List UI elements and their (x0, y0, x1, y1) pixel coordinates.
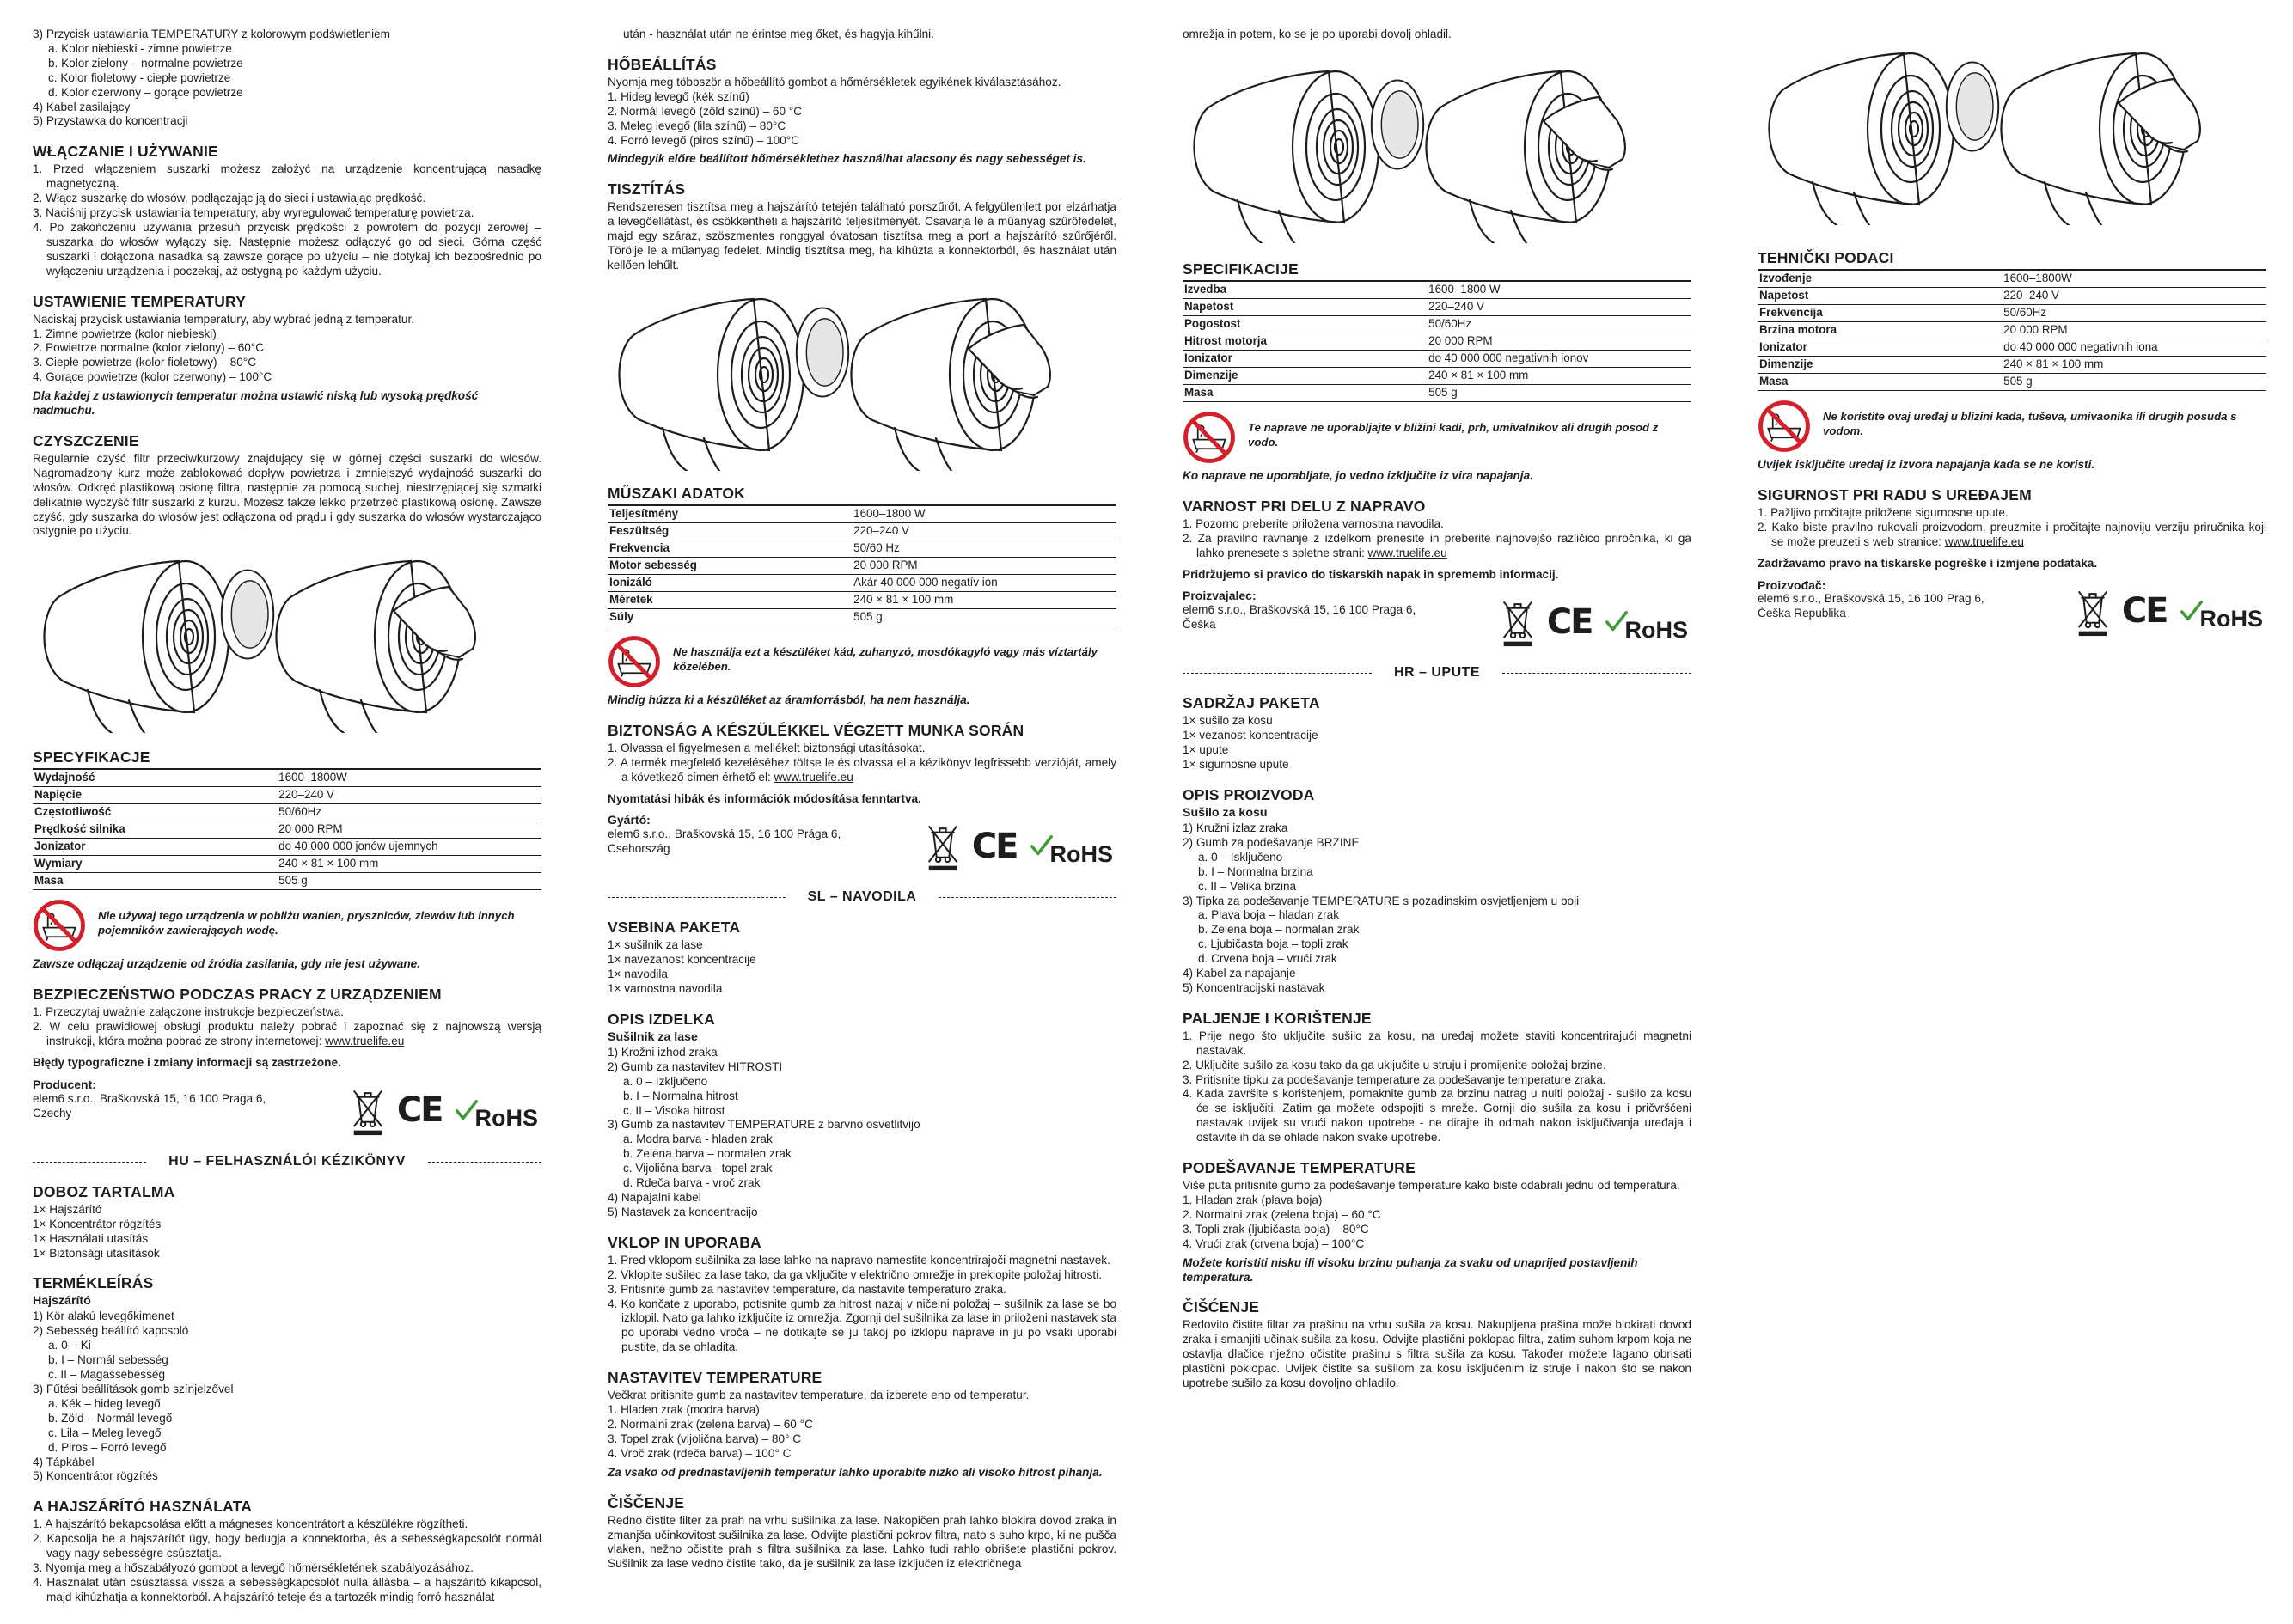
table-row: Ionizáló Akár 40 000 000 negatív ion (608, 574, 1116, 591)
sl-temp-title: NASTAVITEV TEMPERATURE (608, 1369, 822, 1387)
hu-use-step: 2. Kapcsolja be a hajszárítót úgy, hogy bedugja a konnektorba, és a sebességkapcsolót normál vagy nagy sebességre csúsztatja. (33, 1532, 541, 1560)
no-water-bath-icon (1758, 400, 1811, 453)
hr-section-header: HR – UPUTE (1393, 665, 1481, 681)
sl-box-item: 1× navodila (608, 968, 668, 981)
sl-use-step: 1. Pred vklopom sušilnika za lase lahko na napravo namestite koncentrirajoči magnetni nastavek. (608, 1253, 1110, 1267)
sl-temp-note: Za vsako od prednastavljenih temperatur lahko uporabite nizko ali visoko hitrost pihanja. (608, 1465, 1103, 1479)
pl-water-warning (33, 899, 541, 952)
hu-water-warning (608, 635, 1116, 688)
rohs-mark-icon: RoHS (1030, 832, 1114, 861)
hr-desc-item: d. Crvena boja – vrući zrak (1198, 952, 1337, 966)
hu-desc-item: 3) Fűtési beállítások gomb színjelzővel (33, 1382, 234, 1395)
hu-heat-title: HŐBEÁLLÍTÁS (608, 55, 717, 73)
producer-address: elem6 s.r.o., Braškovská 15, 16 100 Prága 6, Csehország (608, 827, 841, 856)
hu-desc-title: TERMÉKLEÍRÁS (33, 1274, 154, 1292)
hr-use-step: 2. Uključite sušilo za kosu tako da ga uključite u struju i promijenite položaj brzine. (1183, 1058, 1606, 1071)
producer-address: elem6 s.r.o., Braškovská 15, 16 100 Praga 6, Češka (1183, 603, 1416, 632)
ce-mark-icon: CE (2121, 591, 2168, 632)
hu-safety-title: BIZTONSÁG A KÉSZÜLÉKKEL VÉGZETT MUNKA SORÁN (608, 721, 1024, 739)
hr-temp-item: 3. Topli zrak (ljubičasta boja) – 80°C (1183, 1222, 1369, 1236)
hr-use-step: 1. Prije nego što uključite sušilo za kosu, na uređaj možete staviti koncentrirajući magnetni nastavak. (1183, 1029, 1691, 1057)
sl-desc-item: 3) Gumb za nastavitev TEMPERATURE z barvno osvetlitvijo (608, 1118, 920, 1132)
hu-box-item: 1× Használati utasítás (33, 1231, 149, 1245)
hu-desc-item: 5) Koncentrátor rögzítés (33, 1469, 158, 1483)
sl-use-title: VKLOP IN UPORABA (608, 1233, 761, 1251)
sl-box-item: 1× navezanost koncentracije (608, 953, 756, 967)
ce-mark-icon: CE (971, 826, 1018, 866)
website-link[interactable]: www.truelife.eu (1367, 546, 1447, 559)
pl-temp-item: 4. Gorące powietrze (kolor czerwony) – 100°C (33, 370, 272, 384)
ce-mark-icon: CE (396, 1090, 443, 1131)
table-row: Izvedba 1600–1800 W (1183, 281, 1691, 299)
hair-dryer-illustration (33, 539, 541, 738)
sl-desc-item: b. I – Normalna hitrost (623, 1089, 738, 1102)
pl-use-step: 1. Przed włączeniem suszarki możesz założyć na urządzenie koncentrującą nasadkę magnetyczną. (33, 162, 541, 191)
pl-intro-item: 4) Kabel zasilający (33, 100, 131, 113)
sl-temp-item: 3. Topel zrak (vijolična barva) – 80° C (608, 1432, 802, 1445)
table-row: Dimenzije 240 × 81 × 100 mm (1758, 357, 2266, 374)
pl-intro-item: a. Kolor niebieski - zimne powietrze (48, 41, 232, 55)
hr-box-item: 1× sigurnosne upute (1183, 758, 1289, 772)
hu-box-title: DOBOZ TARTALMA (33, 1182, 175, 1200)
pl-temp-item: 1. Zimne powietrze (kolor niebieski) (33, 327, 217, 340)
sl-section-header: SL – NAVODILA (807, 889, 917, 905)
hu-desc-item: d. Piros – Forró levegő (48, 1440, 167, 1454)
hr-desc-item: c. Ljubičasta boja – topli zrak (1198, 937, 1348, 951)
hr-safety-item: 2. Kako biste pravilno rukovali proizvodom, preuzmite i pročitajte najnoviju verziju priručnika koji se može preuzeti s web stranice: (1758, 520, 2266, 548)
hr-clean-title: ČIŠĆENJE (1183, 1298, 1260, 1316)
hu-heat-item: 3. Meleg levegő (lila színű) – 80°C (608, 119, 786, 132)
hair-dryer-illustration (1183, 42, 1691, 248)
sl-clean-title: ČIŠČENJE (608, 1493, 685, 1511)
sl-desc-subtitle: Sušilnik za lase (608, 1029, 698, 1044)
hr-desc-item: a. 0 – Isključeno (1198, 850, 1283, 864)
website-link[interactable]: www.truelife.eu (774, 770, 853, 784)
table-row: Frekvencija 50/60Hz (1758, 305, 2266, 322)
hair-dryer-illustration (608, 273, 1116, 476)
hu-clean-text: Rendszeresen tisztítsa meg a hajszárító tetején található porszűrőt. A felgyülemlett por elzárhatja a levegőellátást, és csökkentheti a hajszárító teljesítményét. Csavarja le a műanyag szűrőfedelet, majd egy száraz, szöszmentes ronggyal óvatosan tisztítsa meg a port a hajszárító szűrőjéről. Törölje le a műanyag fedelet. Mindig tisztítsa meg, ha kihúzta a konnektorból, és használat után kellően lehűlt. (608, 200, 1116, 272)
table-row: Prędkość silnika 20 000 RPM (33, 821, 541, 839)
pl-use-title: WŁĄCZANIE I UŻYWANIE (33, 143, 218, 161)
hu-heat-item: 1. Hideg levegő (kék színű) (608, 89, 749, 103)
no-water-bath-icon (1183, 411, 1236, 464)
sl-box-title: VSEBINA PAKETA (608, 919, 741, 937)
sl-box-item: 1× sušilnik za lase (608, 938, 703, 952)
table-row: Masa 505 g (33, 873, 541, 890)
hair-dryer-illustration (1758, 27, 2266, 234)
producer-label: Gyártó: (608, 813, 651, 827)
table-row: Wymiary 240 × 81 × 100 mm (33, 856, 541, 873)
pl-use-step: 3. Naciśnij przycisk ustawiania temperatury, aby wyregulować temperaturę powietrza. (33, 206, 474, 220)
sl-producer-block (1183, 589, 1691, 647)
sl-use-step: 3. Pritisnite gumb za nastavitev temperature, da nastavite temperaturo zraka. (608, 1282, 1006, 1296)
hr-clean-text: Redovito čistite filtar za prašinu na vrhu sušila za kosu. Nakupljena prašina može blokirati dovod zraka i smanjiti učinak sušila za kosu. Odvijte plastični poklopac filtra, zatim suhom krpom koja ne ostavlja dlačice nježno očistite prašinu s filtra sušila za kosu. Također možete lagano obrisati plastični poklopac. Uvijek čistite sa sušilom za kosu isključenim iz struje i nakon što se nakon upotrebe sušilo za kosu dovoljno ohladilo. (1183, 1318, 1691, 1390)
hr-desc-item: 5) Koncentracijski nastavak (1183, 980, 1325, 994)
hu-box-item: 1× Hajszárító (33, 1202, 102, 1216)
sl-safety-item: 1. Pozorno preberite priložena varnostna navodila. (1183, 516, 1444, 530)
sl-spec-title: SPECIFIKACIJE (1183, 259, 1299, 278)
sl-desc-item: d. Rdeča barva - vroč zrak (623, 1176, 761, 1190)
rohs-mark-icon: RoHS (2180, 597, 2264, 626)
hu-use-step: 3. Nyomja meg a hőszabályozó gombot a levegő hőmérsékletének szabályozásához. (33, 1561, 474, 1575)
table-row: Brzina motora 20 000 RPM (1758, 322, 2266, 339)
hr-desc-item: b. I – Normalna brzina (1198, 864, 1313, 878)
hu-use-title: A HAJSZÁRÍTÓ HASZNÁLATA (33, 1498, 253, 1516)
hr-desc-subtitle: Sušilo za kosu (1183, 805, 1268, 820)
sl-unplug-note: Ko naprave ne uporabljate, jo vedno izključite iz vira napajanja. (1183, 468, 1533, 482)
hu-use-step: 4. Használat után csúsztassa vissza a sebességkapcsolót nulla állásba – a hajszárító kikapcsol, majd kihúzhatja a konnektorból. A hajszárító teteje és a tartozék mindig forró használat (33, 1575, 541, 1603)
certification-marks (351, 1086, 538, 1136)
hu-reserve-note: Nyomtatási hibák és információk módosítása fenntartva. (608, 791, 921, 805)
hu-use-step: 1. A hajszárító bekapcsolása előtt a mágneses koncentrátort a készülékre rögzítheti. (33, 1517, 468, 1531)
pl-intro-item: 5) Przystawka do koncentracji (33, 114, 188, 128)
producer-address: elem6 s.r.o., Braškovská 15, 16 100 Praga 6, Czechy (33, 1091, 266, 1120)
hr-desc-item: c. II – Velika brzina (1198, 879, 1297, 893)
table-row: Súly 505 g (608, 608, 1116, 626)
hu-desc-item: c. II – Magassebesség (48, 1368, 166, 1382)
weee-bin-icon (2076, 587, 2110, 637)
pl-temp-item: 3. Ciepłe powietrze (kolor fioletowy) – 80°C (33, 356, 257, 369)
hr-temp-item: 1. Hladan zrak (plava boja) (1183, 1194, 1323, 1206)
hu-section-header: HU – FELHASZNÁLÓI KÉZIKÖNYV (168, 1153, 406, 1169)
hu-box-item: 1× Biztonsági utasítások (33, 1246, 160, 1260)
hu-desc-subtitle: Hajszárító (33, 1294, 91, 1309)
hr-desc-item: 2) Gumb za podešavanje BRZINE (1183, 835, 1360, 849)
sl-desc-item: 5) Nastavek za koncentracijo (608, 1205, 758, 1218)
hr-temp-intro: Više puta pritisnite gumb za podešavanje temperature kako biste odabrali jednu od temperatura. (1183, 1179, 1680, 1193)
table-row: Izvođenje 1600–1800W (1758, 270, 2266, 288)
pl-intro-item: b. Kolor zielony – normalne powietrze (48, 56, 243, 70)
column-4 (1758, 27, 2266, 637)
table-row: Ionizator do 40 000 000 negativnih ionov (1183, 350, 1691, 367)
sl-desc-item: c. Vijolična barva - topel zrak (623, 1162, 773, 1175)
pl-reserve-note: Błędy typograficzne i zmiany informacji są zastrzeżone. (33, 1056, 341, 1069)
hu-clean-title: TISZTÍTÁS (608, 180, 686, 198)
no-water-bath-icon (608, 635, 661, 688)
hr-box-item: 1× upute (1183, 743, 1229, 757)
hr-desc-item: 3) Tipka za podešavanje TEMPERATURE s pozadinskim osvjetljenjem u boji (1183, 894, 1580, 907)
hr-safety-title: SIGURNOST PRI RADU S UREĐAJEM (1758, 485, 2032, 504)
pl-safety-item: 2. W celu prawidłowej obsługi produktu należy pobrać i zapoznać się z najnowszą wersją instrukcji, która można pobrać ze strony internetowej: (33, 1020, 541, 1048)
pl-use-step: 2. Włącz suszarkę do włosów, podłączając ją do sieci i ustawiając prędkość. (33, 192, 426, 205)
hr-temp-title: PODEŠAVANJE TEMPERATURE (1183, 1159, 1416, 1177)
pl-spec-title: SPECYFIKACJE (33, 748, 150, 766)
column-3 (1183, 27, 1691, 1391)
table-row: Częstotliwość 50/60Hz (33, 804, 541, 821)
sl-water-warning (1183, 411, 1691, 464)
hu-box-item: 1× Koncentrátor rögzítés (33, 1217, 162, 1230)
table-row: Motor sebesség 20 000 RPM (608, 557, 1116, 574)
pl-intro-item: 3) Przycisk ustawiania TEMPERATURY z kolorowym podświetleniem (33, 27, 391, 40)
website-link[interactable]: www.truelife.eu (325, 1035, 405, 1048)
hu-safety-item: 2. A termék megfelelő kezeléséhez töltse le és olvassa el a kézikönyv legfrissebb verzióját, amely a következő címen érhető el: (608, 755, 1116, 784)
hr-reserve-note: Zadržavamo pravo na tiskarske pogreške i izmjene podataka. (1758, 556, 2098, 570)
sl-desc-item: 1) Krožni izhod zraka (608, 1045, 718, 1059)
hr-box-title: SADRŽAJ PAKETA (1183, 694, 1320, 712)
table-row: Hitrost motorja 20 000 RPM (1183, 333, 1691, 350)
hu-desc-item: b. I – Normál sebesség (48, 1353, 168, 1367)
hu-desc-item: a. 0 – Ki (48, 1339, 91, 1352)
sl-clean-text-cont: omrežja in potem, ko se je po uporabi dovolj ohladil. (1183, 27, 1452, 40)
pl-warning-text: Nie używaj tego urządzenia w pobliżu wanien, pryszniców, zlewów lub innych pojemników zawierających wodę. (98, 909, 515, 937)
sl-desc-item: a. 0 – Izključeno (623, 1074, 708, 1088)
hr-temp-note: Možete koristiti nisku ili visoku brzinu puhanja za svaku od unaprijed postavljenih temperatura. (1183, 1255, 1638, 1284)
hr-desc-item: b. Zelena boja – normalan zrak (1198, 923, 1360, 937)
pl-temp-item: 2. Powietrze normalne (kolor zielony) – 60°C (33, 341, 265, 355)
weee-bin-icon (926, 821, 960, 871)
producer-label: Proizvođač: (1758, 577, 1826, 592)
table-row: Ionizator do 40 000 000 negativnih iona (1758, 339, 2266, 357)
hu-spec-title: MŰSZAKI ADATOK (608, 484, 745, 502)
producer-address: elem6 s.r.o., Braškovská 15, 16 100 Prag 6, Češka Republika (1758, 592, 1984, 620)
pl-spec-table (33, 768, 541, 890)
sl-safety-item: 2. Za pravilno ravnanje z izdelkom prenesite in preberite najnovejšo različico priročnika, ki ga lahko prenesete s spletne strani: (1183, 531, 1691, 559)
producer-label: Producent: (33, 1077, 96, 1091)
sl-use-step: 2. Vklopite sušilec za lase tako, da ga vključite v električno omrežje in preklopite položaj hitrosti. (608, 1267, 1102, 1281)
hr-desc-item: 4) Kabel za napajanje (1183, 967, 1296, 980)
hu-desc-item: a. Kék – hideg levegő (48, 1396, 161, 1410)
sl-safety-title: VARNOST PRI DELU Z NAPRAVO (1183, 497, 1426, 515)
hr-desc-item: a. Plava boja – hladan zrak (1198, 908, 1339, 922)
table-row: Napięcie 220–240 V (33, 787, 541, 804)
sl-temp-item: 4. Vroč zrak (rdeča barva) – 100° C (608, 1446, 792, 1460)
sl-reserve-note: Pridržujemo si pravico do tiskarskih napak in sprememb informacij. (1183, 567, 1559, 581)
table-row: Frekvencia 50/60 Hz (608, 540, 1116, 557)
table-row: Feszültség 220–240 V (608, 522, 1116, 540)
table-row: Méretek 240 × 81 × 100 mm (608, 591, 1116, 608)
hu-heat-item: 2. Normál levegő (zöld színű) – 60 °C (608, 104, 803, 118)
table-row: Wydajność 1600–1800W (33, 769, 541, 787)
hr-temp-item: 4. Vrući zrak (crvena boja) – 100°C (1183, 1236, 1365, 1250)
sl-temp-item: 2. Normalni zrak (zelena barva) – 60 °C (608, 1417, 813, 1431)
table-row: Masa 505 g (1183, 384, 1691, 401)
hu-producer-block (608, 813, 1116, 871)
certification-marks (1501, 597, 1688, 647)
hr-safety-item: 1. Pažljivo pročitajte priložene sigurnosne upute. (1758, 505, 2009, 519)
pl-temp-intro: Naciskaj przycisk ustawiania temperatury, aby wybrać jedną z temperatur. (33, 312, 414, 326)
hr-producer-block (1758, 578, 2266, 637)
sl-use-step: 4. Ko končate z uporabo, potisnite gumb za hitrost nazaj v ničelni položaj – sušilnik za lase se bo izklopil. Nato ga lahko izključite iz omrežja. Zgornji del sušilnika za lase in priloženi nastavek sta po uporabi vedno vroča – ne dotikajte se ju takoj po izklopu naprave in ju po vsaki uporabi pustite, da se ohladita. (608, 1297, 1116, 1354)
table-row: Pogostost 50/60Hz (1183, 315, 1691, 333)
sl-temp-intro: Večkrat pritisnite gumb za nastavitev temperature, da izberete eno od temperatur. (608, 1389, 1030, 1402)
hr-use-title: PALJENJE I KORIŠTENJE (1183, 1009, 1372, 1027)
sl-desc-item: 2) Gumb za nastavitev HITROSTI (608, 1059, 783, 1073)
hr-desc-item: 1) Kružni izlaz zraka (1183, 821, 1288, 834)
hu-desc-item: b. Zöld – Normál levegő (48, 1411, 173, 1425)
sl-desc-item: b. Zelena barva – normalen zrak (623, 1147, 792, 1161)
table-row: Napetost 220–240 V (1758, 288, 2266, 305)
hu-warning-text: Ne használja ezt a készüléket kád, zuhanyzó, mosdókagyló vagy más víztartály közelében. (673, 644, 1098, 673)
pl-safety-item: 1. Przeczytaj uważnie załączone instrukcje bezpieczeństwa. (33, 1005, 344, 1019)
rohs-mark-icon: RoHS (1605, 607, 1689, 637)
hu-heat-note: Mindegyik előre beállított hőmérséklethez használhat alacsony és nagy sebességet is. (608, 152, 1086, 166)
sl-clean-text: Redno čistite filter za prah na vrhu sušilnika za lase. Nakopičen prah lahko blokira dovod zraka in zmanjša učinkovitost sušilnika za lase. Odvijte plastični pokrov filtra, nato s suho krpo, ki ne pušča vlaken, nežno očistite prah s filtra sušilnika za lase. Lahko tudi rahlo obrišete plastični pokrov. Sušilnik za lase vedno čistite tako, da je sušilnik za lase izključen iz električnega (608, 1513, 1116, 1571)
sl-spec-table (1183, 280, 1691, 402)
hu-desc-item: 1) Kör alakú levegőkimenet (33, 1310, 174, 1323)
hu-heat-intro: Nyomja meg többször a hőbeállító gombot a hőmérsékletek egyikének kiválasztásához. (608, 75, 1061, 89)
sl-temp-item: 1. Hladen zrak (modra barva) (608, 1403, 760, 1417)
hr-temp-item: 2. Normalni zrak (zelena boja) – 60 °C (1183, 1207, 1381, 1221)
sl-desc-item: c. II – Visoka hitrost (623, 1103, 725, 1117)
pl-intro-item: d. Kolor czerwony – gorące powietrze (48, 85, 243, 99)
pl-unplug-note: Zawsze odłączaj urządzenie od źródła zasilania, gdy nie jest używane. (33, 957, 420, 971)
pl-clean-title: CZYSZCZENIE (33, 431, 139, 449)
hu-heat-item: 4. Forró levegő (piros színű) – 100°C (608, 133, 800, 147)
column-2 (608, 27, 1116, 1572)
sl-warning-text: Te naprave ne uporabljajte v bližini kadi, prh, umivalnikov ali drugih posod z vodo. (1248, 420, 1659, 449)
hr-box-item: 1× sušilo za kosu (1183, 714, 1273, 728)
website-link[interactable]: www.truelife.eu (1944, 534, 2024, 548)
table-row: Teljesítmény 1600–1800 W (608, 505, 1116, 523)
hr-use-step: 3. Pritisnite tipku za podešavanje temperature za podešavanje temperature zraka. (1183, 1072, 1606, 1086)
hu-spec-table (608, 504, 1116, 626)
pl-producer-block (33, 1078, 541, 1136)
pl-clean-text: Regularnie czyść filtr przeciwkurzowy znajdujący się w górnej części suszarki do włosów. Nagromadzony kurz może zablokować dopływ powietrza i zmniejszyć wydajność suszarki do włosów. Odkręć plastikową osłonę filtra, następnie za pomocą suchej, niestrzępiącej się szmatki delikatnie wyczyść filtr suszarki z kurzu. Możesz także lekko przetrzeć plastikową osłonę. Zawsze czyść, gdy suszarka do włosów jest odłączona od prądu i gdy suszarka do włosów wystarczająco ostygnie po użyciu. (33, 451, 541, 538)
hu-use-step-cont: után - használat után ne érintse meg őket, és hagyja kihűlni. (623, 27, 934, 40)
hr-warning-text: Ne koristite ovaj uređaj u blizini kada, tuševa, umivaonika ili drugih posuda s vodom. (1823, 410, 2237, 437)
table-row: Masa 505 g (1758, 374, 2266, 391)
hr-spec-title: TEHNIČKI PODACI (1758, 249, 1894, 266)
sl-section-divider (608, 890, 1116, 905)
column-1 (33, 27, 541, 1605)
table-row: Jonizator do 40 000 000 jonów ujemnych (33, 839, 541, 856)
hu-section-divider (33, 1155, 541, 1169)
sl-box-item: 1× varnostna navodila (608, 982, 723, 996)
sl-desc-title: OPIS IZDELKA (608, 1010, 715, 1028)
hu-unplug-note: Mindig húzza ki a készüléket az áramforrásból, ha nem használja. (608, 693, 970, 706)
pl-use-step: 4. Po zakończeniu używania przesuń przycisk prędkości z powrotem do pozycji zerowej – suszarka do włosów wyłączy się. Następnie możesz odłączyć go od sieci. Górna część suszarki i dołączona nasadka są zawsze gorące po użyciu – nie dotykaj ich bezpośrednio po wyłączeniu urządzenia i poczekaj, aż ostygną po każdym użyciu. (33, 220, 541, 278)
hu-desc-item: c. Lila – Meleg levegő (48, 1426, 162, 1439)
pl-temp-note: Dla każdej z ustawionych temperatur można ustawić niską lub wysoką prędkość nadmuchu. (33, 389, 479, 418)
pl-safety-title: BEZPIECZEŃSTWO PODCZAS PRACY Z URZĄDZENIEM (33, 986, 442, 1004)
hr-unplug-note: Uvijek isključite uređaj iz izvora napajanja kada se ne koristi. (1758, 458, 2095, 471)
weee-bin-icon (1501, 597, 1535, 647)
hr-use-step: 4. Kada završite s korištenjem, pomaknite gumb za brzinu natrag u nulti položaj - sušilo za kosu će se isključiti. Zatim ga možete odspojiti s mreže. Gornji dio sušila za kosu i pričvršćeni nastavak uvijek su vrući nakon upotrebe - ne dirajte ih odmah nakon isključivanja uređaja i ostavite ih da se ohlade nakon svake upotrebe. (1183, 1087, 1691, 1145)
table-row: Napetost 220–240 V (1183, 298, 1691, 315)
certification-marks (2076, 587, 2263, 637)
hu-desc-item: 4) Tápkábel (33, 1455, 95, 1468)
rohs-mark-icon: RoHS (455, 1096, 539, 1126)
certification-marks (926, 821, 1113, 871)
hr-desc-title: OPIS PROIZVODA (1183, 785, 1315, 803)
hr-box-item: 1× vezanost koncentracije (1183, 729, 1318, 742)
ce-mark-icon: CE (1546, 601, 1593, 642)
hr-water-warning (1758, 400, 2266, 453)
producer-label: Proizvajalec: (1183, 589, 1257, 603)
hu-desc-item: 2) Sebesség beállító kapcsoló (33, 1324, 189, 1338)
hu-safety-item: 1. Olvassa el figyelmesen a mellékelt biztonsági utasításokat. (608, 741, 926, 754)
no-water-bath-icon (33, 899, 86, 952)
hr-section-divider (1183, 666, 1691, 681)
pl-intro-item: c. Kolor fioletowy - ciepłe powietrze (48, 70, 231, 84)
weee-bin-icon (351, 1086, 385, 1136)
hr-spec-table (1758, 269, 2266, 391)
table-row: Dimenzije 240 × 81 × 100 mm (1183, 367, 1691, 384)
sl-desc-item: a. Modra barva - hladen zrak (623, 1133, 773, 1146)
sl-desc-item: 4) Napajalni kabel (608, 1191, 701, 1204)
pl-temp-title: USTAWIENIE TEMPERATURY (33, 292, 247, 310)
